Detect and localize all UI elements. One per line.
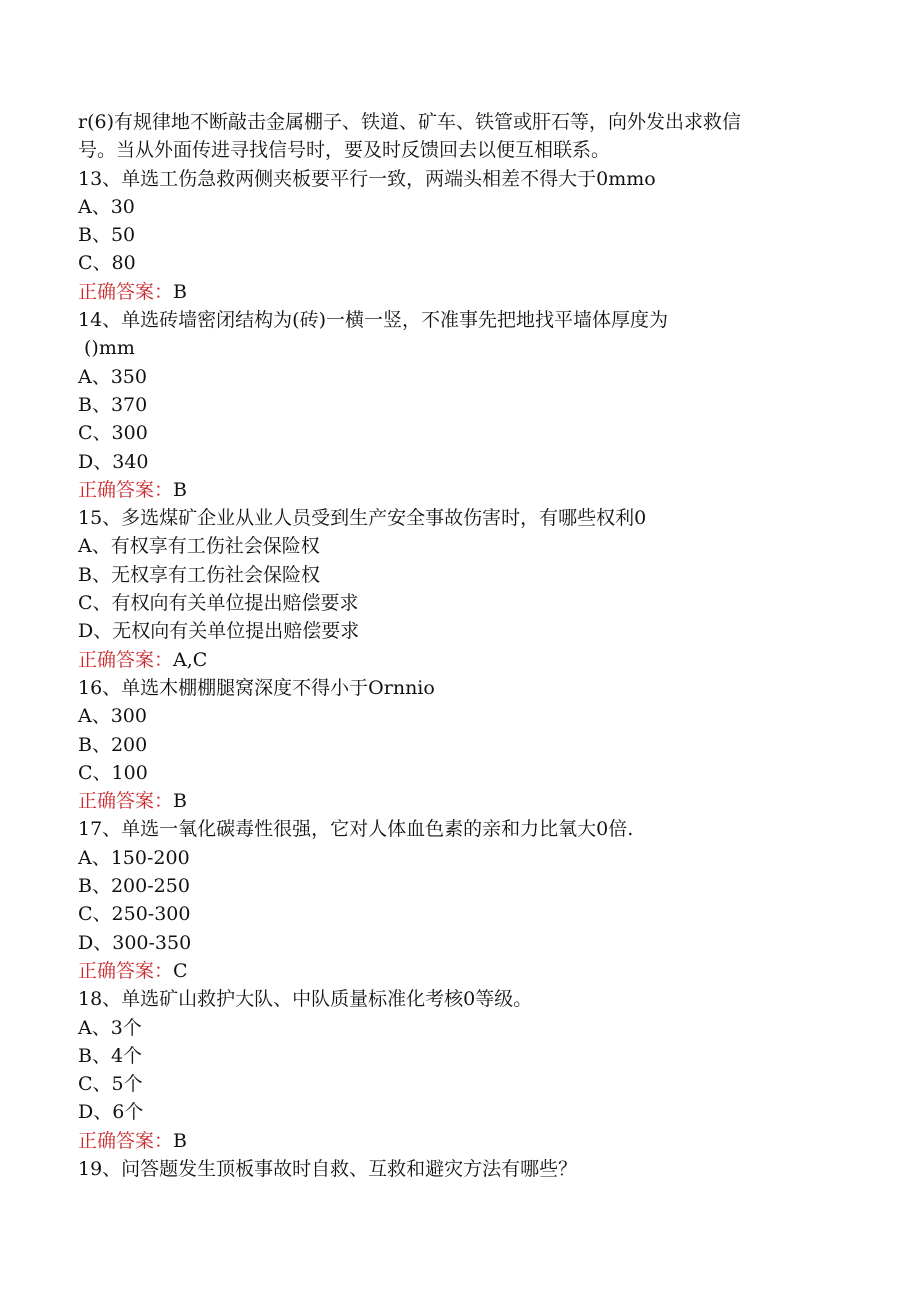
question-block [78,674,838,815]
correct-answer [78,1127,838,1155]
answer-option: A、350 [78,365,147,388]
question-block [78,985,838,1155]
document-content [78,108,838,1183]
answer-option: A、150-200 [78,846,190,869]
question-stem: 17、单选一氧化碳毒性很强，它对人体血色素的亲和力比氧大0倍. [78,818,634,841]
answer-option: A、有权享有工伤社会保险权 [78,535,320,558]
correct-answer [78,278,838,306]
answer-option: A、3个 [78,1016,142,1039]
correct-answer-label: 正确答案： [78,478,174,501]
question-stem: ()mm [84,337,135,360]
answer-option: A、30 [78,195,135,218]
question-block [78,1155,838,1183]
correct-answer-label: 正确答案： [78,1129,174,1152]
correct-answer [78,957,838,985]
answer-option: B、200-250 [78,875,190,898]
answer-option: B、50 [78,224,136,247]
question-stem: 15、多选煤矿企业从业人员受到生产安全事故伤害时，有哪些权利0 [78,507,647,530]
correct-answer-label: 正确答案： [78,280,174,303]
answer-option: B、200 [78,733,148,756]
question-stem: 13、单选工伤急救两侧夹板要平行一致，两端头相差不得大于0mmo [78,167,656,190]
question-stem: 16、单选木棚棚腿窝深度不得小于Ornnio [78,676,435,699]
answer-option: C、80 [78,252,136,275]
correct-answer [78,476,838,504]
correct-answer [78,646,838,674]
correct-answer-value: B [173,1129,187,1152]
question-block [78,815,838,985]
correct-answer-value: B [173,478,187,501]
answer-option: C、5个 [78,1073,143,1096]
correct-answer-value: B [173,790,187,813]
question-block [78,306,838,504]
correct-answer-label: 正确答案： [78,790,174,813]
answer-option: D、340 [78,450,149,473]
answer-option: B、无权享有工伤社会保险权 [78,563,320,586]
correct-answer-value: B [173,280,187,303]
answer-option: C、250-300 [78,903,191,926]
intro-line-1: r(6)有规律地不断敲击金属棚子、铁道、矿车、铁管或肝石等，向外发出求救信 [78,111,741,133]
question-block [78,165,838,306]
question-stem: 18、单选矿山救护大队、中队质量标准化考核0等级。 [78,988,533,1011]
answer-option: C、300 [78,422,148,445]
answer-option: D、无权向有关单位提出赔偿要求 [78,620,360,643]
answer-option: D、6个 [78,1101,144,1124]
answer-option: B、4个 [78,1044,143,1067]
correct-answer-label: 正确答案： [78,959,174,982]
question-block [78,504,838,674]
correct-answer-value: A,C [173,648,208,671]
question-stem: 19、问答题发生顶板事故时自救、互救和避灾方法有哪些？ [78,1157,578,1180]
intro-line-2: 号。当从外面传进寻找信号时，要及时反馈回去以便互相联系。 [78,139,611,162]
correct-answer-label: 正确答案： [78,648,174,671]
correct-answer [78,787,838,815]
answer-option: D、300-350 [78,931,192,954]
correct-answer-value: C [173,959,188,982]
answer-option: C、100 [78,761,148,784]
answer-option: A、300 [78,705,147,728]
question-stem: 14、单选砖墙密闭结构为(砖)一横一竖，不准事先把地找平墙体厚度为 [78,309,669,332]
answer-option: B、370 [78,393,148,416]
answer-option: C、有权向有关单位提出赔偿要求 [78,592,359,615]
